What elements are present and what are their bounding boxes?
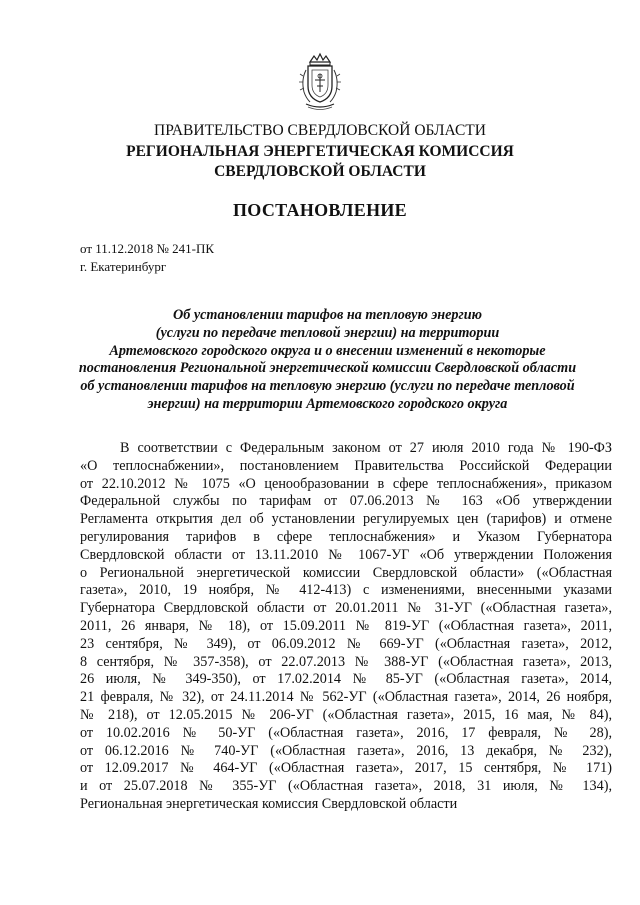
body-line: Региональная энергетическая комиссия Свердловской области: [80, 795, 458, 812]
body-line: от 06.12.2016 № 740-УГ («Областная газета», 2016, 13 декабря, № 232),: [80, 742, 612, 759]
body-line: о Региональной энергетической комиссии Свердловской области» («Областная: [80, 564, 612, 581]
document-date-number: от 11.12.2018 № 241-ПК: [80, 241, 215, 256]
body-line: от 12.09.2017 № 464-УГ («Областная газета», 2017, 15 сентября, № 171): [80, 760, 612, 777]
body-line: от 10.02.2016 № 50-УГ («Областная газета», 2016, 17 февраля, № 28),: [80, 724, 612, 741]
body-line: 8 сентября, № 357-358), от 22.07.2013 № 388-УГ («Областная газета», 2013,: [80, 653, 612, 670]
subject-line: энергии) на территории Артемовского городского округа: [147, 395, 508, 412]
body-line: Свердловской области от 13.11.2010 № 1067-УГ «Об утверждении Положения: [80, 546, 612, 563]
body-line: № 218), от 12.05.2015 № 206-УГ («Областная газета», 2015, 16 мая, № 84),: [80, 706, 612, 723]
subject-line: Артемовского городского округа и о внесении изменений в некоторые: [109, 342, 546, 359]
document-city: г. Екатеринбург: [80, 259, 167, 274]
commission-name: РЕГИОНАЛЬНАЯ ЭНЕРГЕТИЧЕСКАЯ КОМИССИЯ: [126, 143, 514, 160]
subject-line: (услуги по передаче тепловой энергии) на территории: [155, 324, 500, 341]
body-line: от 22.10.2012 № 1075 «О ценообразовании в сфере теплоснабжения», приказом: [80, 475, 612, 492]
body-line: Регламента открытия дел об установлении регулируемых цен (тарифов) и отмене: [80, 511, 612, 528]
body-line: Федеральной службы по тарифам от 07.06.2013 № 163 «Об утверждении: [80, 493, 612, 510]
coat-of-arms-icon: [298, 52, 342, 112]
body-line: 23 сентября, № 349), от 06.09.2012 № 669-УГ («Областная газета», 2012,: [80, 635, 612, 652]
government-name: ПРАВИТЕЛЬСТВО СВЕРДЛОВСКОЙ ОБЛАСТИ: [154, 122, 486, 139]
region-name: СВЕРДЛОВСКОЙ ОБЛАСТИ: [214, 163, 426, 180]
subject-line: Об установлении тарифов на тепловую энергию: [172, 307, 483, 323]
body-line: 26 июля, № 349-350), от 17.02.2014 № 85-УГ («Областная газета», 2014,: [80, 671, 612, 688]
document-type-title: ПОСТАНОВЛЕНИЕ: [233, 200, 407, 220]
subject-line: постановления Региональной энергетической комиссии Свердловской области: [78, 360, 577, 377]
body-line: 21 февраля, № 32), от 24.11.2014 № 562-УГ («Областная газета», 2014, 26 ноября,: [80, 689, 612, 706]
body-line: 2011, 26 января, № 18), от 15.09.2011 № 819-УГ («Областная газета», 2011,: [80, 617, 612, 634]
body-line: газета», 2010, 19 ноября, № 412-413) с изменениями, внесенными указами: [80, 582, 612, 599]
document-body: [80, 440, 612, 814]
body-line: и от 25.07.2018 № 355-УГ («Областная газета», 2018, 31 июля, № 134),: [80, 778, 612, 795]
body-line: регулирования тарифов в сфере теплоснабжения» и Указом Губернатора: [80, 528, 612, 545]
body-line: В соответствии с Федеральным законом от 27 июля 2010 года № 190-ФЗ: [120, 440, 612, 456]
body-line: «О теплоснабжении», постановлением Правительства Российской Федерации: [80, 457, 612, 474]
subject-line: об установлении тарифов на тепловую энергию (услуги по передаче тепловой: [80, 378, 575, 395]
body-line: Губернатора Свердловской области от 20.01.2011 № 31-УГ («Областная газета»,: [80, 600, 612, 617]
document-subject: [70, 307, 585, 414]
